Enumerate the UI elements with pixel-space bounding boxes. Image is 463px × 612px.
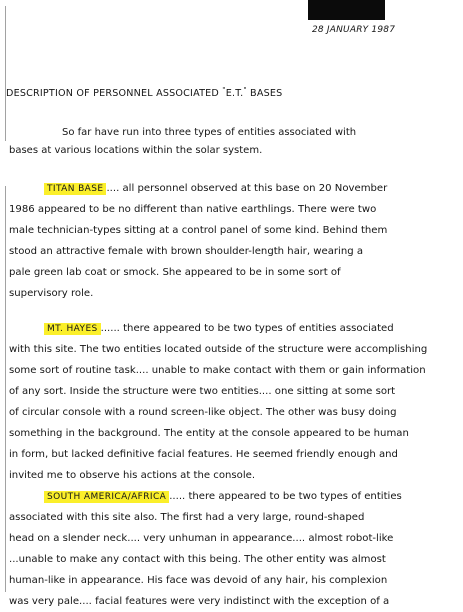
section-line: 1986 appeared to be no different than native earthlings. There were two <box>9 204 377 215</box>
section-line: ..... there appeared to be two types of entities <box>169 491 402 502</box>
section-line: human-like in appearance. His face was devoid of any hair, his complexion <box>9 575 388 586</box>
section-south-america-africa <box>9 486 402 612</box>
heading-et: E.T. <box>225 88 244 99</box>
heading-text: DESCRIPTION OF PERSONNEL ASSOCIATED <box>6 88 223 99</box>
section-label-highlight: TITAN BASE <box>44 183 106 195</box>
document-date: 28 JANUARY 1987 <box>312 25 396 35</box>
margin-rule <box>5 186 6 592</box>
section-line: supervisory role. <box>9 288 94 299</box>
heading-quote-open: " <box>222 86 226 94</box>
section-line: ...... there appeared to be two types of entities associated <box>100 323 394 334</box>
section-label-highlight: SOUTH AMERICA/AFRICA <box>44 491 169 503</box>
section-label-highlight: MT. HAYES <box>44 323 101 335</box>
intro-line: bases at various locations within the solar system. <box>9 145 263 156</box>
section-line: of circular console with a round screen-like object. The other was busy doing <box>9 407 397 418</box>
section-line: was very pale.... facial features were very indistinct with the exception of a <box>9 596 390 607</box>
section-line: pale green lab coat or smock. She appeared to be in some sort of <box>9 267 341 278</box>
heading-text-end: BASES <box>246 88 283 99</box>
document-heading <box>6 86 282 99</box>
intro-line: So far have run into three types of entities associated with <box>62 127 357 138</box>
margin-rule <box>5 6 6 141</box>
section-line: of any sort. Inside the structure were two entities.... one sitting at some sort <box>9 386 396 397</box>
section-mt-hayes <box>9 318 427 486</box>
section-line: ...unable to make any contact with this being. The other entity was almost <box>9 554 386 565</box>
section-line: in form, but lacked definitive facial features. He seemed friendly enough and <box>9 449 398 460</box>
section-line: head on a slender neck.... very unhuman in appearance.... almost robot-like <box>9 533 394 544</box>
section-line: something in the background. The entity at the console appeared to be human <box>9 428 409 439</box>
section-line: with this site. The two entities located outside of the structure were accomplishing <box>9 344 428 355</box>
section-line: .... all personnel observed at this base on 20 November <box>106 183 388 194</box>
section-titan <box>9 178 387 304</box>
heading-quote-close: " <box>243 86 247 94</box>
section-line: some sort of routine task.... unable to make contact with them or gain information <box>9 365 426 376</box>
section-line: male technician-types sitting at a control panel of some kind. Behind them <box>9 225 388 236</box>
section-line: stood an attractive female with brown shoulder-length hair, wearing a <box>9 246 364 257</box>
section-line: associated with this site also. The first had a very large, round-shaped <box>9 512 365 523</box>
redaction-block <box>308 0 385 20</box>
section-line: invited me to observe his actions at the console. <box>9 470 256 481</box>
